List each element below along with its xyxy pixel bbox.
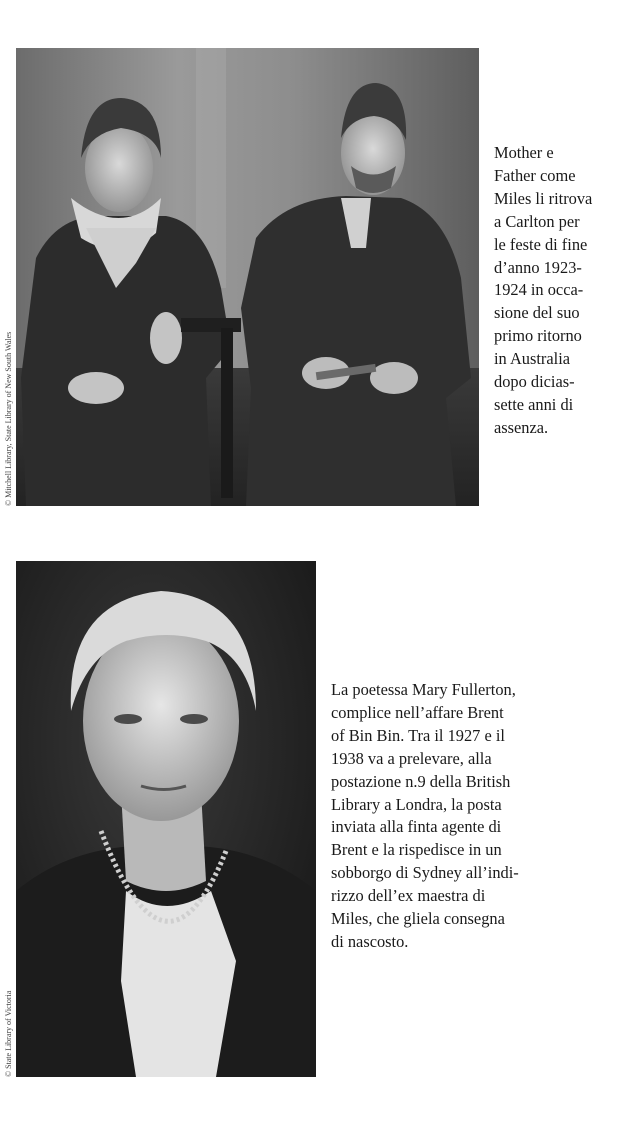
caption-line: inviata alla finta agente di bbox=[331, 817, 502, 837]
portrait-photo bbox=[16, 561, 316, 1077]
photo-credit-1: © Mitchell Library, State Library of New South Wales bbox=[4, 331, 13, 506]
caption-line: a Carlton per bbox=[494, 211, 580, 231]
caption-line: di nascosto. bbox=[331, 931, 409, 951]
caption-line: Miles, che gliela consegna bbox=[331, 909, 505, 929]
caption-line: le feste di fine bbox=[494, 234, 588, 254]
caption-line: assenza. bbox=[494, 417, 549, 437]
caption-line: Library a Londra, la posta bbox=[331, 794, 502, 814]
caption-1 bbox=[494, 142, 592, 440]
caption-line: Miles li ritrova bbox=[494, 188, 593, 208]
caption-line: Father come bbox=[494, 165, 576, 185]
caption-line: sione del suo bbox=[494, 303, 580, 323]
caption-line: primo ritorno bbox=[494, 326, 582, 346]
caption-line: d’anno 1923- bbox=[494, 257, 582, 277]
photo-credit-2: © State Library of Victoria bbox=[4, 990, 13, 1077]
caption-line: in Australia bbox=[494, 349, 571, 369]
caption-line: rizzo dell’ex maestra di bbox=[331, 886, 486, 906]
caption-line: La poetessa Mary Fullerton, bbox=[331, 680, 516, 699]
caption-line: of Bin Bin. Tra il 1927 e il bbox=[331, 725, 505, 745]
couple-photo bbox=[16, 48, 479, 506]
caption-line: 1938 va a prelevare, alla bbox=[331, 748, 492, 768]
caption-line: Mother e bbox=[494, 143, 554, 162]
caption-line: sobborgo di Sydney all’indi- bbox=[331, 863, 519, 883]
caption-line: sette anni di bbox=[494, 394, 574, 414]
caption-line: postazione n.9 della British bbox=[331, 771, 511, 791]
caption-line: Brent e la rispedisce in un bbox=[331, 840, 502, 860]
caption-line: 1924 in occa- bbox=[494, 280, 584, 300]
caption-line: complice nell’affare Brent bbox=[331, 702, 504, 722]
caption-2 bbox=[331, 679, 519, 954]
caption-line: dopo dicias- bbox=[494, 372, 575, 392]
